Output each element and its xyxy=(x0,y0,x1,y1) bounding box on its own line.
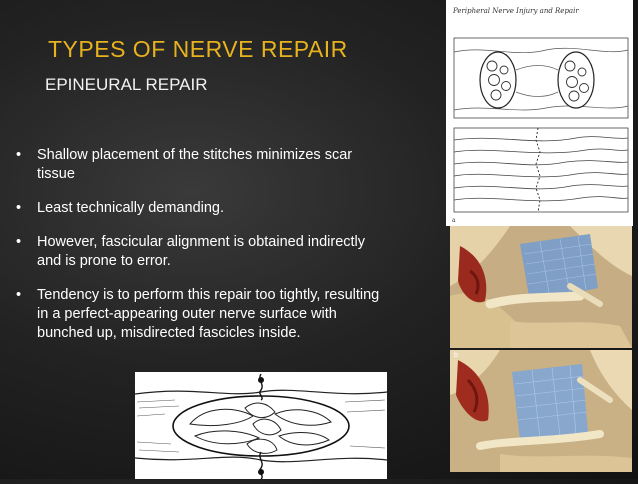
panel-label-a: a xyxy=(452,217,456,224)
bullet-item: • Shallow placement of the stitches minimizes scar tissue xyxy=(14,146,384,184)
photo-label-b: b xyxy=(454,352,458,359)
surgical-photo-1 xyxy=(450,226,632,348)
slide-title: TYPES OF NERVE REPAIR xyxy=(48,36,348,62)
bullet-item: • Tendency is to perform this repair too tightly, resulting in a perfect-appearing outer nerve surface with bunched up, misdirected fascicles inside. xyxy=(14,286,384,343)
bullet-item: • However, fascicular alignment is obtained indirectly and is prone to error. xyxy=(14,233,384,271)
bunched-fascicles-sketch xyxy=(135,372,387,479)
bullet-item: • Least technically demanding. xyxy=(14,199,384,218)
bullet-list xyxy=(14,146,384,358)
slide-subtitle: EPINEURAL REPAIR xyxy=(45,75,208,94)
surgical-photo-2 xyxy=(450,350,632,472)
figure-caption: Peripheral Nerve Injury and Repair xyxy=(453,7,579,15)
nerve-diagram-figure xyxy=(446,0,633,226)
nerve-diagram-drawing xyxy=(446,0,633,226)
